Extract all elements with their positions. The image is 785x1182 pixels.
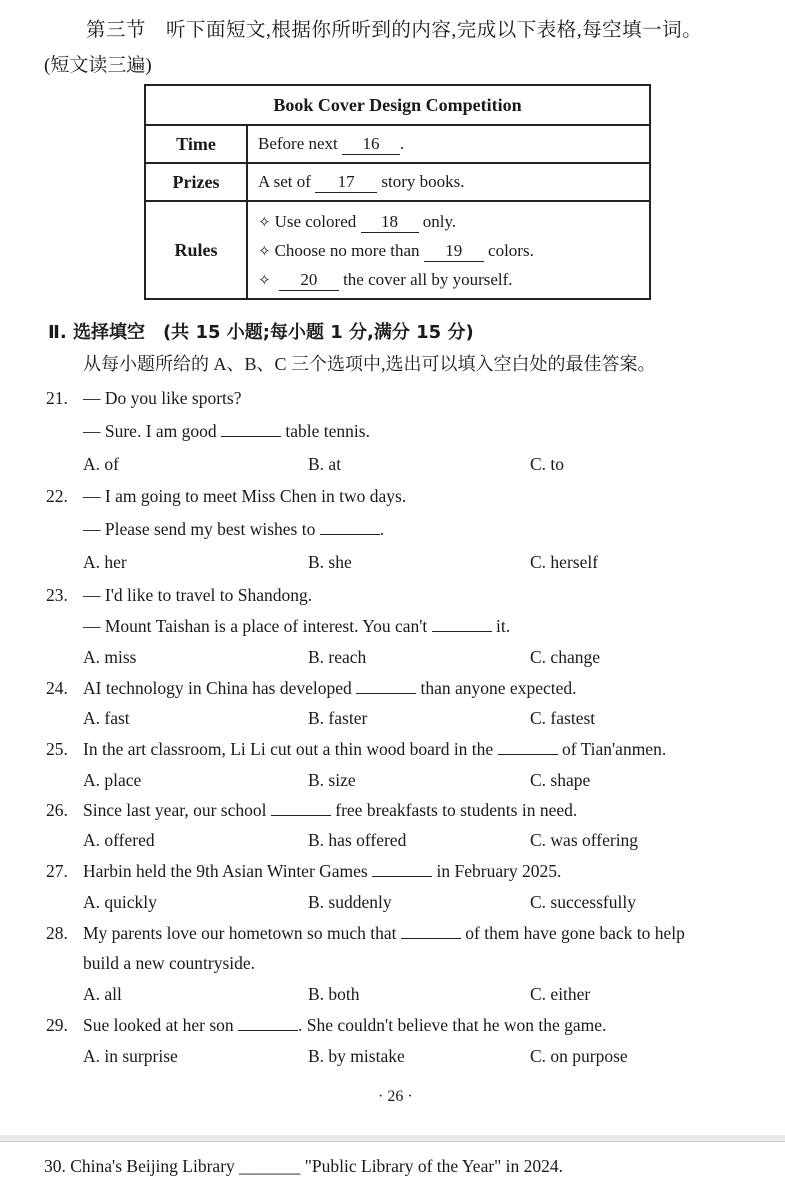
rule-item [258,207,649,236]
question-text-part: Sue looked at her son [83,1015,239,1035]
question-number: 23. [46,585,68,605]
question-text [83,739,666,760]
diamond-icon: ✧ [258,242,271,260]
blank-20: 20 [279,270,339,291]
question-text-part: Harbin held the 9th Asian Winter Games [83,861,373,881]
answer-blank [356,679,416,694]
question-text-part: free breakfasts to students in need. [330,800,578,820]
option-b: B. she [308,552,352,572]
question-number: 28. [46,923,68,943]
option-b: B. has offered [308,830,407,850]
prizes-post: story books. [381,171,465,191]
option-b: B. by mistake [308,1046,405,1066]
question-text-part: in February 2025. [432,861,562,881]
option-c: C. shape [530,770,591,790]
option-c: C. was offering [530,830,639,850]
question-text-part: In the art classroom, Li Li cut out a thin wood board in the [83,739,498,759]
question-number: 27. [46,861,68,881]
rule-item [258,236,649,265]
option-a: A. quickly [83,892,157,912]
question-number: 21. [46,388,68,408]
question-text [83,923,685,944]
prizes-cell [247,163,650,201]
option-a: A. offered [83,830,155,850]
option-c: C. herself [530,552,599,572]
blank-19: 19 [424,241,484,262]
table-title: Book Cover Design Competition [145,85,650,125]
question-text-part: — Please send my best wishes to [83,519,320,539]
option-b: B. size [308,770,356,790]
question-text: — I'd like to travel to Shandong. [83,585,313,605]
option-a: A. all [83,984,122,1004]
option-b: B. both [308,984,360,1004]
time-text: Before next [258,133,338,153]
option-a: A. fast [83,708,130,728]
rule-text: Use colored [274,212,357,231]
answer-blank [498,740,558,755]
blank-18: 18 [361,212,419,233]
question-text [83,678,577,699]
question-text-part: — Sure. I am good [83,421,222,441]
question-text: build a new countryside. [83,953,256,973]
time-cell [247,125,650,163]
page-number: · 26 · [378,1088,413,1105]
question-text-part: Since last year, our school [83,800,271,820]
option-a: A. miss [83,647,137,667]
question-text-part: AI technology in China has developed [83,678,357,698]
answer-blank [271,801,331,816]
option-c: C. either [530,984,591,1004]
question-number: 22. [46,486,68,506]
option-c: C. on purpose [530,1046,628,1066]
answer-blank [401,924,461,939]
option-b: B. suddenly [308,892,392,912]
question-text-part: than anyone expected. [416,678,577,698]
rule-text: only. [422,212,457,231]
blank-16: 16 [342,134,400,155]
answer-blank [221,422,281,437]
question-text [83,1015,606,1036]
question-number: 25. [46,739,68,759]
prizes-label: Prizes [145,163,247,201]
question-number: 24. [46,678,68,698]
option-a: A. of [83,454,119,474]
time-post: . [400,133,405,153]
rule-text: Choose no more than [274,241,420,260]
part2-heading: Ⅱ. 选择填空 (共 15 小题;每小题 1 分,满分 15 分) [48,322,474,343]
blank-17: 17 [315,172,377,193]
part2-instruction: 从每小题所给的 A、B、C 三个选项中,选出可以填入空白处的最佳答案。 [83,354,656,374]
question-text-part: of them have gone back to help [460,923,685,943]
option-a: A. place [83,770,142,790]
question-text [83,519,384,540]
question-text [83,616,510,637]
question-text: — I am going to meet Miss Chen in two days. [83,486,407,506]
question-text: — Do you like sports? [83,388,242,408]
option-c: C. successfully [530,892,636,912]
question-text-part: . She couldn't believe that he won the game. [298,1015,607,1035]
question-text [83,861,561,882]
question-number: 26. [46,800,68,820]
section3-heading: 第三节 听下面短文,根据你所听到的内容,完成以下表格,每空填一词。 [86,20,703,41]
option-b: B. faster [308,708,368,728]
option-b: B. reach [308,647,367,667]
answer-blank [320,520,380,535]
next-page-question: 30. China's Beijing Library _______ "Public Library of the Year" in 2024. [44,1156,564,1176]
rule-item [258,265,649,294]
question-text-part: — Mount Taishan is a place of interest. You can't [83,616,432,636]
answer-blank [432,617,492,632]
answer-blank [238,1016,298,1031]
next-page [0,1141,785,1182]
question-text-part: of Tian'anmen. [557,739,667,759]
question-number: 29. [46,1015,68,1035]
section3-note: (短文读三遍) [44,55,152,76]
rule-text: the cover all by yourself. [343,270,513,289]
question-text-part: . [379,519,385,539]
option-c: C. fastest [530,708,596,728]
rule-text: colors. [488,241,534,260]
question-text-part: My parents love our hometown so much that [83,923,401,943]
question-text [83,800,577,821]
diamond-icon: ✧ [258,213,271,231]
option-a: A. her [83,552,127,572]
option-b: B. at [308,454,342,474]
rules-cell [247,201,650,299]
prizes-text: A set of [258,171,311,191]
option-a: A. in surprise [83,1046,178,1066]
time-label: Time [145,125,247,163]
answer-blank [372,862,432,877]
question-text-part: table tennis. [281,421,370,441]
option-c: C. change [530,647,600,667]
question-text-part: it. [491,616,511,636]
option-c: C. to [530,454,565,474]
question-text [83,421,370,442]
diamond-icon: ✧ [258,271,271,289]
rules-label: Rules [145,201,247,299]
competition-table [144,84,651,300]
